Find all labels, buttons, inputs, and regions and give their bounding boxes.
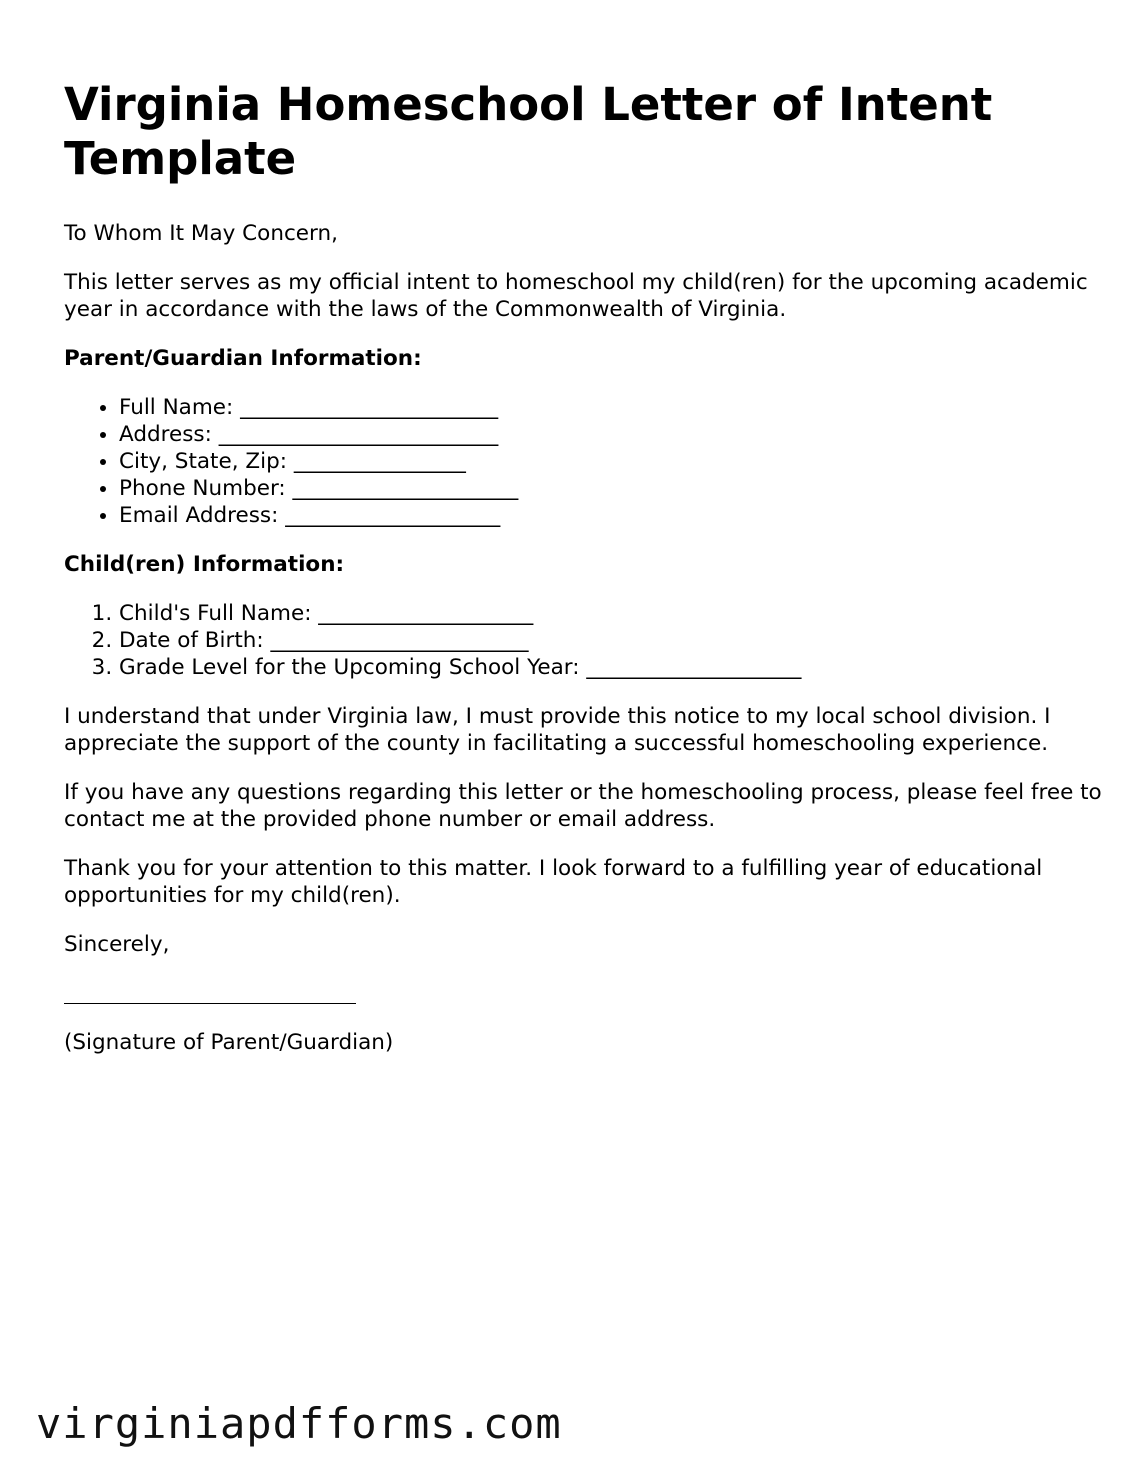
list-item-date-of-birth [119,627,1104,654]
parent-info-list [64,394,1104,529]
address-blank: __________________________ [218,422,499,447]
signature-line [64,980,1104,1007]
full-name-blank: ________________________ [240,395,499,420]
address-label: Address: [119,422,212,447]
signature-caption: (Signature of Parent/Guardian) [64,1030,394,1055]
page-title: Virginia Homeschool Letter of Intent Template [64,78,993,185]
law-paragraph: I understand that under Virginia law, I must provide this notice to my local school division. I appreciate the support of the county in facilitating a successful homeschooling experience. [64,704,1051,756]
site-watermark: virginiapdfforms.com [36,1399,562,1448]
grade-level-label: Grade Level for the Upcoming School Year: [119,655,580,680]
list-item-child-name [119,600,1104,627]
city-state-zip-blank: ________________ [293,449,466,474]
parent-section-heading: Parent/Guardian Information: [64,346,422,371]
list-item-address [119,421,1104,448]
child-name-blank: ____________________ [318,601,534,626]
full-name-label: Full Name: [119,395,234,420]
grade-level-blank: ____________________ [586,655,802,680]
questions-paragraph: If you have any questions regarding this letter or the homeschooling process, please feel free to contact me at the provided phone number or email address. [64,780,1102,832]
thanks-paragraph: Thank you for your attention to this matter. I look forward to a fulfilling year of educational opportunities for my child(ren). [64,856,1043,908]
closing: Sincerely, [64,932,170,957]
list-item-full-name [119,394,1104,421]
list-item-grade-level [119,654,1104,681]
email-label: Email Address: [119,503,279,528]
city-state-zip-label: City, State, Zip: [119,449,287,474]
list-item-phone [119,475,1104,502]
signature-underline [64,1003,356,1004]
date-of-birth-blank: ________________________ [270,628,529,653]
list-item-city-state-zip [119,448,1104,475]
phone-label: Phone Number: [119,476,286,501]
phone-blank: _____________________ [292,476,519,501]
email-blank: ____________________ [285,503,501,528]
child-name-label: Child's Full Name: [119,601,312,626]
child-section-heading: Child(ren) Information: [64,552,345,577]
letter-document [64,78,1104,1056]
child-info-list [64,600,1104,681]
list-item-email [119,502,1104,529]
salutation: To Whom It May Concern, [64,221,338,246]
date-of-birth-label: Date of Birth: [119,628,264,653]
intro-paragraph: This letter serves as my official intent to homeschool my child(ren) for the upcoming academic year in accordance with the laws of the Commonwealth of Virginia. [64,270,1088,322]
